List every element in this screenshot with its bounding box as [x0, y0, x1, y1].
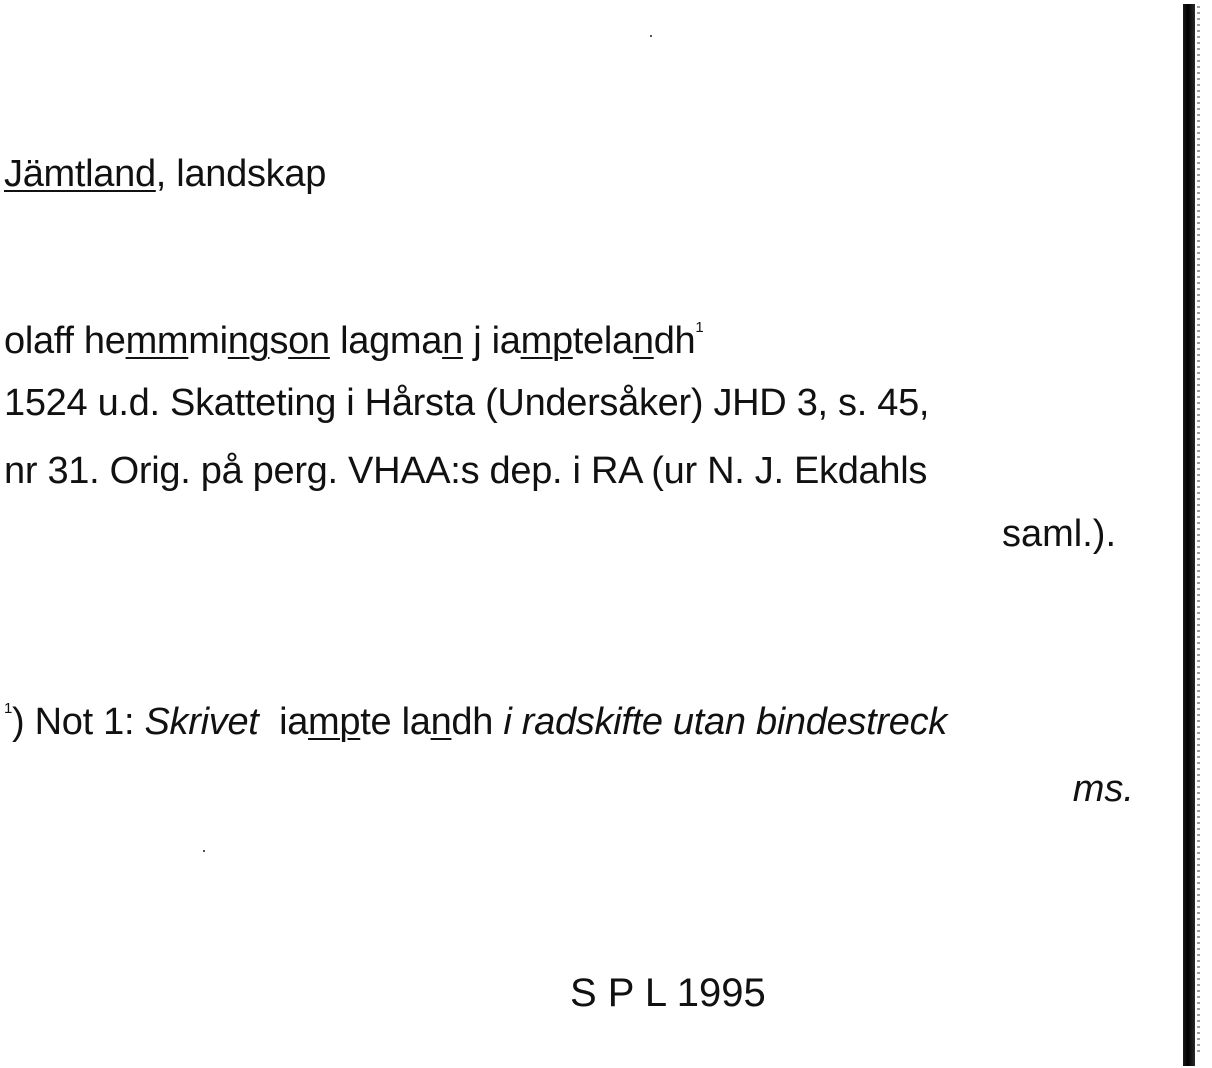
- footnote-marker: 1: [4, 700, 13, 717]
- text-part: olaff he: [4, 320, 126, 362]
- scan-edge-stipple: [1197, 6, 1200, 1056]
- footer-signature: S P L 1995: [570, 971, 766, 1015]
- entry-line-4: saml.).: [1002, 513, 1116, 555]
- text-part: dh: [653, 320, 696, 362]
- underlined-part: n: [632, 320, 654, 362]
- footnote-line: [4, 700, 947, 743]
- underlined-part: ng: [227, 320, 270, 362]
- scan-speck: [650, 35, 652, 37]
- text-part: s: [269, 320, 289, 362]
- scan-edge-bar: [1183, 4, 1195, 1066]
- underlined-part: mm: [125, 320, 189, 362]
- footnote-label: ) Not 1:: [12, 701, 145, 743]
- text-part: mi: [188, 320, 228, 362]
- entry-line-3: nr 31. Orig. på perg. VHAA:s dep. i RA (ur N. J. Ekdahls: [4, 450, 928, 492]
- underlined-part: on: [288, 320, 330, 362]
- underlined-part: n: [442, 320, 463, 362]
- footnote-italic: Skrivet: [144, 701, 259, 743]
- text-part: tela: [572, 320, 633, 362]
- footnote-ms: ms.: [1072, 768, 1134, 810]
- underlined-part: mp: [308, 701, 361, 743]
- entry-line-1: [4, 319, 704, 362]
- text-part: te la: [360, 701, 431, 743]
- heading-line: [4, 155, 326, 193]
- text-part: dh: [451, 701, 494, 743]
- footnote-italic: i radskifte utan bindestreck: [503, 701, 947, 743]
- footnote-ref: 1: [695, 319, 704, 336]
- entry-line-2: 1524 u.d. Skatteting i Hårsta (Undersåker) JHD 3, s. 45,: [4, 382, 930, 424]
- heading-qualifier: , landskap: [155, 153, 327, 195]
- underlined-part: mp: [520, 320, 573, 362]
- underlined-part: n: [430, 701, 452, 743]
- text-part: lagma: [329, 320, 443, 362]
- place-name: Jämtland: [4, 153, 156, 195]
- scan-speck: [203, 850, 205, 852]
- text-part: ia: [279, 701, 309, 743]
- text-part: j ia: [462, 320, 521, 362]
